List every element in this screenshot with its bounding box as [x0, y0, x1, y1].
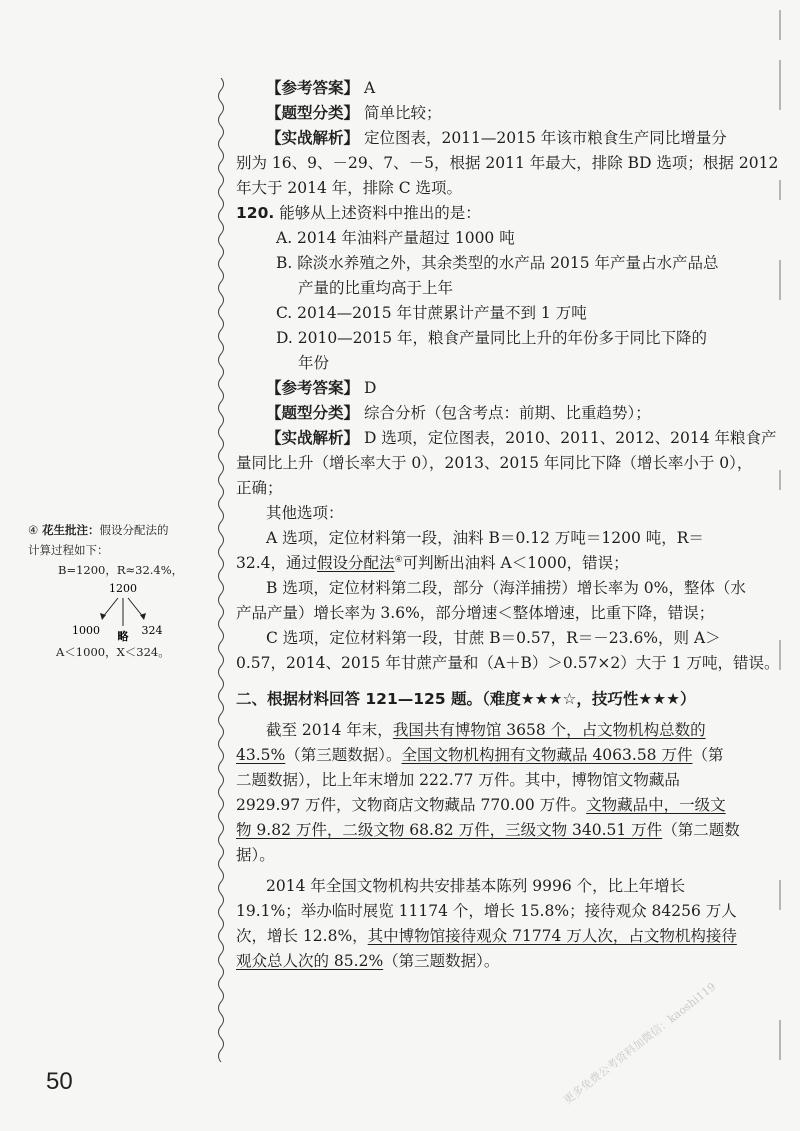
paragraph-line: 据）。 [236, 846, 275, 864]
underlined-text: 我国共有博物馆 3658 个，占文物机构总数的 [392, 721, 706, 739]
diagram-center-label: 略 [117, 630, 129, 642]
text-span: 截至 2014 年末， [266, 721, 393, 739]
option-b-analysis-cont: 产品产量）增长率为 3.6%，部分增速＜整体增速，比重下降，错误； [236, 604, 715, 622]
option-a-analysis: A 选项，定位材料第一段，油料 B＝0.12 万吨＝1200 吨，R＝ [266, 529, 704, 547]
answer-label: 【参考答案】 [266, 379, 360, 397]
type-label: 【题型分类】 [266, 404, 360, 422]
option-c: C. 2014—2015 年甘蔗累计产量不到 1 万吨 [276, 304, 587, 322]
margin-note [28, 520, 213, 662]
question-120 [236, 201, 726, 226]
note-title: 花生批注： [41, 523, 100, 537]
text-span: （第三题数据）。 [285, 746, 402, 764]
underlined-text: 物 9.82 万件，二级文物 68.82 万件，三级文物 340.51 万件 [236, 821, 663, 839]
question-number: 120. [236, 204, 275, 222]
section-heading-text: 二、根据材料回答 121—125 题。（难度★★★☆，技巧性★★★） [236, 690, 696, 708]
option-b-cont: 产量的比重均高于上年 [298, 279, 454, 297]
option-a-analysis-cont [236, 551, 726, 576]
option-b-analysis: B 选项，定位材料第二段，部分（海洋捕捞）增长率为 0%，整体（水 [266, 579, 746, 597]
paragraph-line [236, 818, 740, 843]
watermark: 更多免费公考资料加微信：kaoshi119 [561, 980, 719, 1107]
paragraph-line: 二题数据），比上年末增加 222.77 万件。其中，博物馆文物藏品 [236, 771, 680, 789]
underlined-text: 其中博物馆接待观众 71774 万人次，占文物机构接待 [367, 927, 737, 945]
type-value: 简单比较； [363, 104, 442, 122]
underlined-text: 43.5% [236, 746, 286, 764]
main-column [236, 76, 780, 974]
text-span: 次，增长 12.8%， [236, 927, 368, 945]
note-marker: ④ [28, 523, 39, 537]
diagram-top-value: 1200 [109, 582, 137, 595]
note-line: B=1200，R≈32.4%， [58, 563, 184, 577]
paragraph-line: 19.1%；举办临时展览 11174 个，增长 15.8%；接待观众 84256 万人 [236, 902, 737, 920]
analysis-label: 【实战解析】 [266, 129, 360, 147]
option-d: D. 2010—2015 年，粮食产量同比上升的年份多于同比下降的 [276, 329, 708, 347]
text-span: 2929.97 万件，文物商店文物藏品 770.00 万件。 [236, 796, 587, 814]
text-span: （第二题数 [662, 821, 740, 839]
option-c-analysis-cont: 0.57，2014、2015 年甘蔗产量和（A＋B）＞0.57×2）大于 1 万吨，错误。 [236, 654, 780, 672]
paragraph-line [236, 743, 726, 768]
section-heading [236, 687, 726, 712]
analysis-row-2 [236, 426, 777, 451]
wavy-divider [214, 78, 228, 1068]
edge-dash-marks [778, 0, 782, 1131]
text-span: （第 [692, 746, 724, 764]
underlined-text: 观众总人次的 85.2% [236, 952, 384, 970]
analysis-line: 别为 16、9、－29、7、－5，根据 2011 年最大，排除 BD 选项；根据 2012 [236, 154, 779, 172]
option-b: B. 除淡水养殖之外，其余类型的水产品 2015 年产量占水产品总 [276, 254, 719, 272]
analysis-line: 年大于 2014 年，排除 C 选项。 [236, 179, 463, 197]
paragraph-line: 2014 年全国文物机构共安排基本陈列 9996 个，比上年增长 [266, 877, 686, 895]
footnote-marker: ④ [394, 554, 403, 565]
paragraph-line [236, 949, 726, 974]
page-number: 50 [46, 1068, 73, 1095]
method-link: 假设分配法 [317, 554, 395, 572]
answer-label: 【参考答案】 [266, 79, 360, 97]
answer-row-2 [236, 376, 726, 401]
diagram-right-value: 324 [141, 624, 163, 637]
underlined-text: 文物藏品中，一级文 [586, 796, 726, 814]
text-span: （第三题数据）。 [383, 952, 500, 970]
answer-row-1 [236, 76, 726, 101]
paragraph-line [236, 718, 726, 743]
type-row-2 [236, 401, 726, 426]
answer-value: A [363, 79, 376, 97]
option-c-analysis: C 选项，定位材料第一段，甘蔗 B＝0.57，R＝－23.6%，则 A＞ [266, 629, 721, 647]
analysis-label: 【实战解析】 [266, 429, 360, 447]
analysis-row-1 [236, 126, 726, 151]
note-conclusion: A＜1000，X＜324。 [56, 645, 170, 659]
split-diagram [28, 580, 213, 642]
diagram-left-value: 1000 [72, 624, 100, 637]
paragraph-line [236, 924, 737, 949]
note-title-rest: 假设分配法的 [99, 523, 169, 537]
note-line: 计算过程如下： [28, 543, 109, 557]
type-value: 综合分析（包含考点：前期、比重趋势）； [363, 404, 651, 422]
other-options-title: 其他选项： [266, 504, 344, 522]
option-a: A. 2014 年油料产量超过 1000 吨 [276, 229, 515, 247]
analysis-line: 正确； [236, 479, 283, 497]
question-stem: 能够从上述资料中推出的是： [279, 204, 481, 222]
option-d-cont: 年份 [298, 354, 330, 372]
analysis-line: 量同比上升（增长率大于 0），2013、2015 年同比下降（增长率小于 0）， [236, 454, 753, 472]
type-label: 【题型分类】 [266, 104, 360, 122]
text-span: 可判断出油料 A＜1000，错误； [402, 554, 629, 572]
analysis-text: D 选项，定位图表，2010、2011、2012、2014 年粮食产 [363, 429, 777, 447]
answer-value: D [363, 379, 377, 397]
analysis-text: 定位图表，2011—2015 年该市粮食生产同比增量分 [363, 129, 727, 147]
text-span: 32.4，通过 [236, 554, 318, 572]
paragraph-line [236, 793, 726, 818]
type-row-1 [236, 101, 726, 126]
underlined-text: 全国文物机构拥有文物藏品 4063.58 万件 [401, 746, 693, 764]
note-title-line [28, 520, 213, 540]
